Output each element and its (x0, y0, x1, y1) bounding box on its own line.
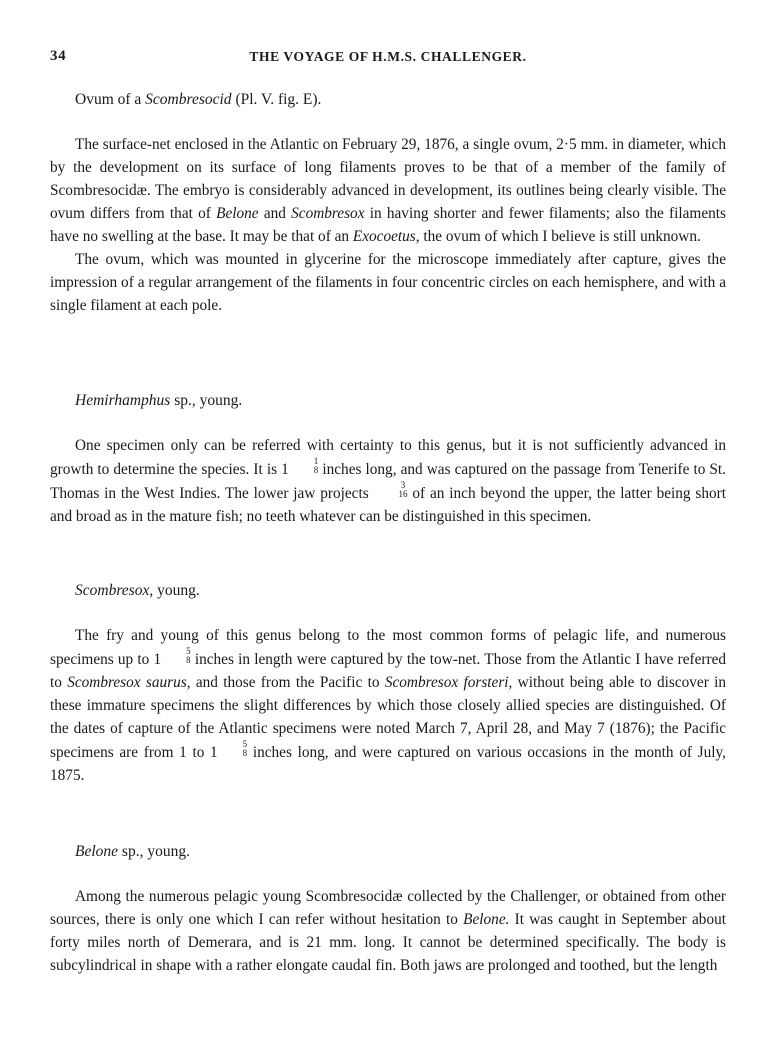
section-heading: Belone sp., young. (75, 843, 190, 860)
paragraph: One specimen only can be referred with certainty to this genus, but it is not sufficiently advanced in growth to determine the species. It is 1 1 8 inches long, and was captured on the passage from Tenerife to St. Thomas in the West Indies. The lower jaw projects 3 16 of an inch beyond the upper, the latter being short and broad as in the mature fish; no teeth whatever can be distinguished in this specimen. (50, 437, 726, 525)
section-heading: Scombresox, young. (75, 582, 200, 599)
page-header (50, 48, 726, 70)
page-number: 34 (50, 48, 67, 64)
section-belone (50, 840, 726, 977)
section-heading: Hemirhamphus sp., young. (75, 392, 243, 409)
paragraph: Among the numerous pelagic young Scombresocidæ collected by the Challenger, or obtained from other sources, there is only one which I can refer without hesitation to Belone. It was caught in September about forty miles north of Demerara, and is 21 mm. long. It cannot be determined specifically. The body is subcylindrical in shape with a rather elongate caudal fin. Both jaws are prolonged and toothed, but the length (50, 888, 726, 974)
fraction: 5 8 (242, 739, 248, 758)
paragraph: The surface-net enclosed in the Atlantic on February 29, 1876, a single ovum, 2·5 mm. in diameter, which by the development on its surface of long filaments proves to be that of a member of the family of Scombresocidæ. The embryo is considerably advanced in development, its outlines being clearly visible. The ovum differs from that of Belone and Scombresox in having shorter and fewer filaments; also the filaments have no swelling at the base. It may be that of an Exocoetus, the ovum of which I believe is still unknown. (50, 136, 726, 245)
fraction: 5 8 (186, 646, 191, 665)
fraction: 1 8 (313, 456, 319, 475)
running-title: THE VOYAGE OF H.M.S. CHALLENGER. (249, 49, 527, 64)
fraction: 3 16 (398, 480, 408, 499)
section-heading: Ovum of a Scombresocid (Pl. V. fig. E). (75, 91, 322, 108)
section-ovum (50, 88, 726, 317)
section-scombresox (50, 579, 726, 787)
section-hemirhamphus (50, 389, 726, 528)
paragraph: The ovum, which was mounted in glycerine for the microscope immediately after capture, gives the impression of a regular arrangement of the filaments in four concentric circles on each hemisphere, and with a single filament at each pole. (50, 251, 726, 314)
paragraph: The fry and young of this genus belong to the most common forms of pelagic life, and numerous specimens up to 1 5 8 inches in length were captured by the tow-net. Those from the Atlantic I have referred to Scombresox saurus, and those from the Pacific to Scombresox forsteri, without being able to discover in these immature specimens the slight differences by which those closely allied species are distinguished. Of the dates of capture of the Atlantic specimens were noted March 7, April 28, and May 7 (1876); the Pacific specimens are from 1 to 1 5 8 inches long, and were captured on various occasions in the month of July, 1875. (50, 627, 727, 784)
